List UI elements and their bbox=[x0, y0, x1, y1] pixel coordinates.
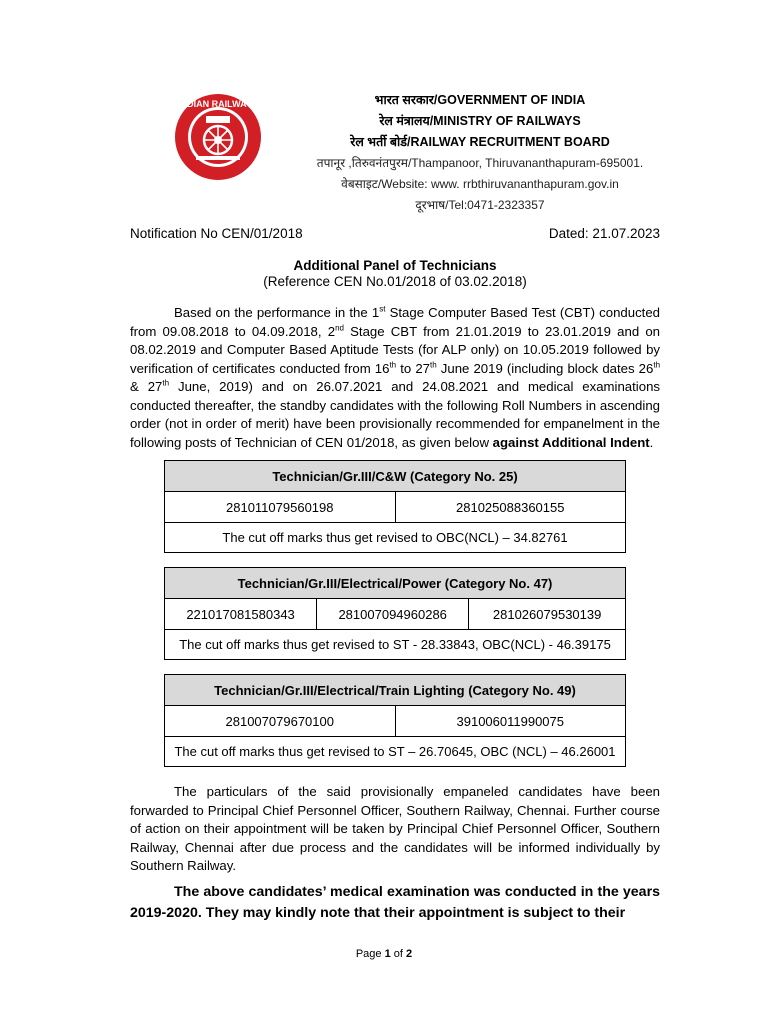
letterhead bbox=[300, 90, 660, 216]
page-current: 1 bbox=[384, 948, 391, 960]
bold-text: against Additional Indent bbox=[492, 434, 650, 450]
superscript: th bbox=[389, 360, 397, 370]
text-segment: June, 2019) and on 26.07.2021 and 24.08.2021 and medical examinations conducted thereafter, the standby candidates with the following Roll Numbers in ascending order (not in order of merit) have been provisionally recommended for empanelment in the following posts of Technician of CEN 01/2018, as given below bbox=[130, 379, 661, 450]
header-address: तपानूर ,तिरुवनंतपुरम/Thampanoor, Thiruvananthapuram-695001. bbox=[316, 156, 644, 170]
medical-note-text: The above candidates’ medical examination was conducted in the years 2019-2020. They may kindly note that their appointment is subject to their bbox=[130, 884, 660, 921]
indian-railways-logo bbox=[166, 90, 270, 184]
text-segment: Stage Computer Based Test (CBT) conducted from 09.08.2018 to 04.09.2018, 2 bbox=[130, 305, 660, 339]
roll-number: 221017081580343 bbox=[165, 599, 317, 630]
roll-number: 281025088360155 bbox=[395, 492, 626, 523]
page-of-label: of bbox=[390, 948, 407, 960]
superscript: th bbox=[653, 360, 661, 370]
superscript: st bbox=[379, 304, 386, 314]
cutoff-marks: The cut off marks thus get revised to OBC(NCL) – 34.82761 bbox=[165, 523, 626, 553]
text-segment: to 27 bbox=[396, 360, 430, 376]
page-total: 2 bbox=[406, 948, 413, 960]
notification-number: Notification No CEN/01/2018 bbox=[130, 226, 303, 241]
page-label: Page bbox=[355, 948, 385, 960]
superscript: th bbox=[162, 378, 170, 388]
forwarding-text: The particulars of the said provisionally empaneled candidates have been forwarded to Principal Chief Personnel Officer, Southern Railway, Chennai. Further course of action on their appointment will be taken by Principal Chief Personnel Officer, Southern Railway, Chennai after due process and the candidates will be informed individually by Southern Railway. bbox=[130, 784, 660, 873]
title-main: Additional Panel of Technicians bbox=[293, 258, 497, 273]
header-telephone: दूरभाष/Tel:0471-2323357 bbox=[415, 198, 545, 212]
superscript: nd bbox=[335, 323, 344, 333]
header-ministry: रेल मंत्रालय/MINISTRY OF RAILWAYS bbox=[379, 114, 581, 128]
table-heading: Technician/Gr.III/Electrical/Train Lighting (Category No. 49) bbox=[165, 675, 626, 706]
page-number bbox=[0, 948, 768, 960]
category-47-table bbox=[164, 567, 626, 660]
text-segment: June 2019 (including block dates 26 bbox=[436, 360, 654, 376]
intro-paragraph bbox=[130, 304, 660, 452]
cutoff-marks: The cut off marks thus get revised to ST – 26.70645, OBC (NCL) – 46.26001 bbox=[165, 737, 626, 767]
category-25-table bbox=[164, 460, 626, 553]
table-heading: Technician/Gr.III/C&W (Category No. 25) bbox=[165, 461, 626, 492]
medical-note-paragraph bbox=[130, 882, 660, 924]
header-government: भारत सरकार/GOVERNMENT OF INDIA bbox=[374, 93, 586, 107]
header-website: वेबसाइट/Website: www. rrbthiruvananthapuram.gov.in bbox=[341, 177, 619, 191]
roll-number: 281026079530139 bbox=[469, 599, 626, 630]
document-title bbox=[130, 258, 660, 289]
text-segment: Stage CBT from 21.01.2019 to 23.01.2019 and on 08.02.2019 and Computer Based Aptitude Tests (for ALP only) on 10.05.2019 followed by verification of certificates conducted from 16 bbox=[130, 323, 660, 376]
notification-date: Dated: 21.07.2023 bbox=[548, 226, 660, 241]
text-segment: Based on the performance in the 1 bbox=[174, 305, 380, 320]
category-49-table bbox=[164, 674, 626, 767]
forwarding-paragraph bbox=[130, 783, 660, 876]
roll-number: 281007094960286 bbox=[317, 599, 469, 630]
title-reference: (Reference CEN No.01/2018 of 03.02.2018) bbox=[263, 274, 527, 289]
text-segment: & 27 bbox=[130, 379, 163, 394]
header-board: रेल भर्ती बोर्ड/RAILWAY RECRUITMENT BOARD bbox=[350, 135, 610, 149]
text-segment: . bbox=[649, 434, 654, 450]
table-heading: Technician/Gr.III/Electrical/Power (Category No. 47) bbox=[165, 568, 626, 599]
roll-number: 391006011990075 bbox=[395, 706, 626, 737]
cutoff-marks: The cut off marks thus get revised to ST - 28.33843, OBC(NCL) - 46.39175 bbox=[165, 630, 626, 660]
logo-text: INDIAN RAILWAYS bbox=[178, 99, 258, 109]
superscript: th bbox=[430, 360, 437, 370]
roll-number: 281007079670100 bbox=[165, 706, 396, 737]
roll-number: 281011079560198 bbox=[165, 492, 396, 523]
